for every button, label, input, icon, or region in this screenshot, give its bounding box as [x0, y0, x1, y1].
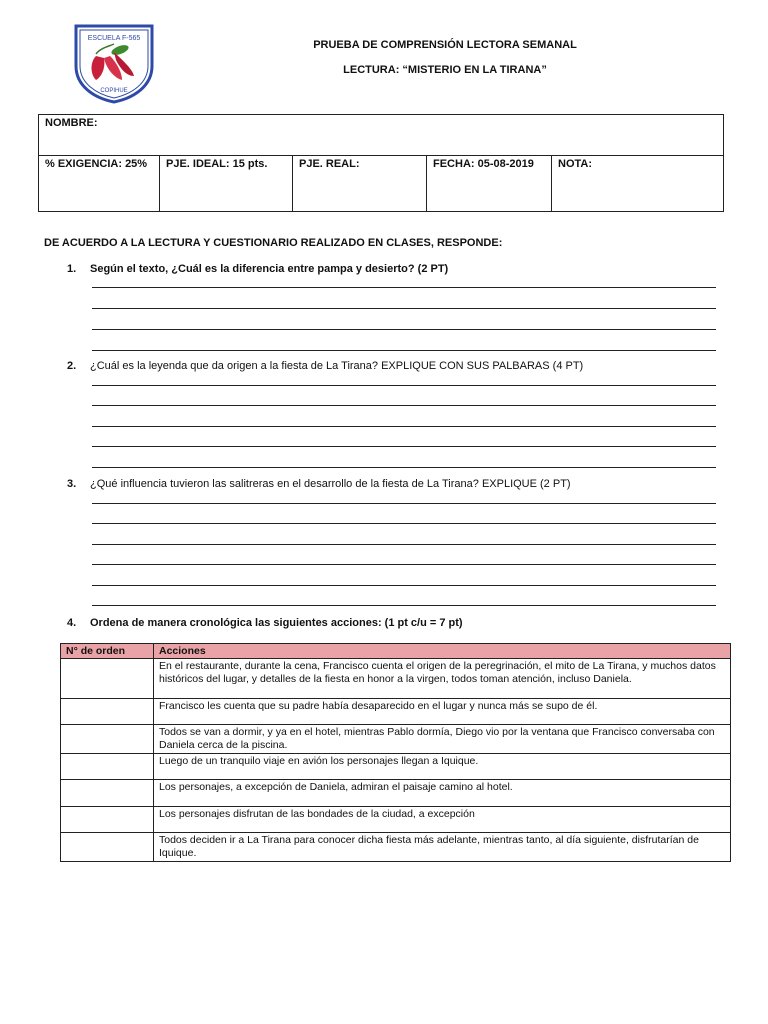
page-title: PRUEBA DE COMPRENSIÓN LECTORA SEMANAL — [313, 39, 577, 51]
table-row — [61, 659, 731, 699]
action-cell: Luego de un tranquilo viaje en avión los personajes llegan a Iquique. — [154, 754, 731, 780]
nombre-label: NOMBRE: — [45, 117, 98, 129]
action-cell: Francisco les cuenta que su padre había desaparecido en el lugar y nunca más se supo de él. — [154, 699, 731, 725]
answer-line[interactable] — [92, 564, 716, 565]
pje-real-cell[interactable]: PJE. REAL: — [293, 156, 427, 212]
question-number: 3. — [67, 478, 77, 490]
action-cell: Los personajes disfrutan de las bondades de la ciudad, a excepción — [154, 807, 731, 833]
table-row — [61, 754, 731, 780]
question-number: 2. — [67, 360, 77, 372]
answer-line[interactable] — [92, 308, 716, 309]
answer-line[interactable] — [92, 605, 716, 606]
question-3 — [67, 478, 571, 490]
question-2 — [67, 360, 583, 372]
pje-ideal-cell: PJE. IDEAL: 15 pts. — [160, 156, 293, 212]
logo-top-text: ESCUELA F-565 — [87, 35, 141, 42]
question-number: 1. — [67, 263, 77, 275]
question-text: Ordena de manera cronológica las siguientes acciones: (1 pt c/u = 7 pt) — [90, 617, 463, 629]
instruction-text: DE ACUERDO A LA LECTURA Y CUESTIONARIO REALIZADO EN CLASES, RESPONDE: — [44, 237, 503, 249]
answer-line[interactable] — [92, 426, 716, 427]
table-row — [61, 725, 731, 754]
answer-line[interactable] — [92, 467, 716, 468]
school-logo — [70, 22, 158, 104]
answer-line[interactable] — [92, 503, 716, 504]
table-row — [61, 780, 731, 807]
question-text: Según el texto, ¿Cuál es la diferencia entre pampa y desierto? (2 PT) — [90, 263, 449, 275]
question-4 — [67, 617, 463, 629]
fecha-cell: FECHA: 05-08-2019 — [427, 156, 552, 212]
answer-line[interactable] — [92, 585, 716, 586]
order-number-cell[interactable] — [61, 833, 154, 862]
order-number-cell[interactable] — [61, 754, 154, 780]
question-text: ¿Cuál es la leyenda que da origen a la fiesta de La Tirana? EXPLIQUE CON SUS PALBARAS (4 PT) — [90, 360, 584, 372]
ordering-table — [60, 643, 731, 862]
action-cell: En el restaurante, durante la cena, Francisco cuenta el origen de la peregrinación, el mito de La Tirana, y muchos datos históricos del lugar, y detalles de la fiesta en honor a la virgen, todos toman atención, incluso Daniela. — [154, 659, 731, 699]
question-1 — [67, 263, 448, 275]
exigencia-cell: % EXIGENCIA: 25% — [39, 156, 160, 212]
answer-line[interactable] — [92, 446, 716, 447]
order-number-cell[interactable] — [61, 807, 154, 833]
action-cell: Todos deciden ir a La Tirana para conocer dicha fiesta más adelante, mientras tanto, al día siguiente, disfrutarían de Iquique. — [154, 833, 731, 862]
action-cell: Los personajes, a excepción de Daniela, admiran el paisaje camino al hotel. — [154, 780, 731, 807]
answer-line[interactable] — [92, 329, 716, 330]
table-row — [61, 833, 731, 862]
table-row — [61, 807, 731, 833]
answer-line[interactable] — [92, 350, 716, 351]
nombre-field[interactable] — [39, 115, 723, 156]
nota-cell[interactable]: NOTA: — [558, 158, 593, 170]
question-number: 4. — [67, 617, 77, 629]
column-header-actions: Acciones — [154, 644, 731, 659]
order-number-cell[interactable] — [61, 780, 154, 807]
table-row — [61, 699, 731, 725]
action-cell: Todos se van a dormir, y ya en el hotel, mientras Pablo dormía, Diego vio por la ventana que Francisco conversaba con Daniela cerca de la piscina. — [154, 725, 731, 754]
student-info-box — [38, 114, 724, 212]
order-number-cell[interactable] — [61, 725, 154, 754]
order-number-cell[interactable] — [61, 659, 154, 699]
answer-line[interactable] — [92, 544, 716, 545]
column-header-order: N° de orden — [61, 644, 154, 659]
answer-line[interactable] — [92, 385, 716, 386]
answer-line[interactable] — [92, 405, 716, 406]
page-subtitle: LECTURA: “MISTERIO EN LA TIRANA” — [343, 64, 547, 76]
answer-line[interactable] — [92, 287, 716, 288]
order-number-cell[interactable] — [61, 699, 154, 725]
logo-bottom-text: COPIHUE — [100, 88, 128, 94]
answer-line[interactable] — [92, 523, 716, 524]
table-header-row — [61, 644, 731, 659]
question-text: ¿Qué influencia tuvieron las salitreras en el desarrollo de la fiesta de La Tirana? EXPLIQUE (2 PT) — [90, 478, 571, 490]
